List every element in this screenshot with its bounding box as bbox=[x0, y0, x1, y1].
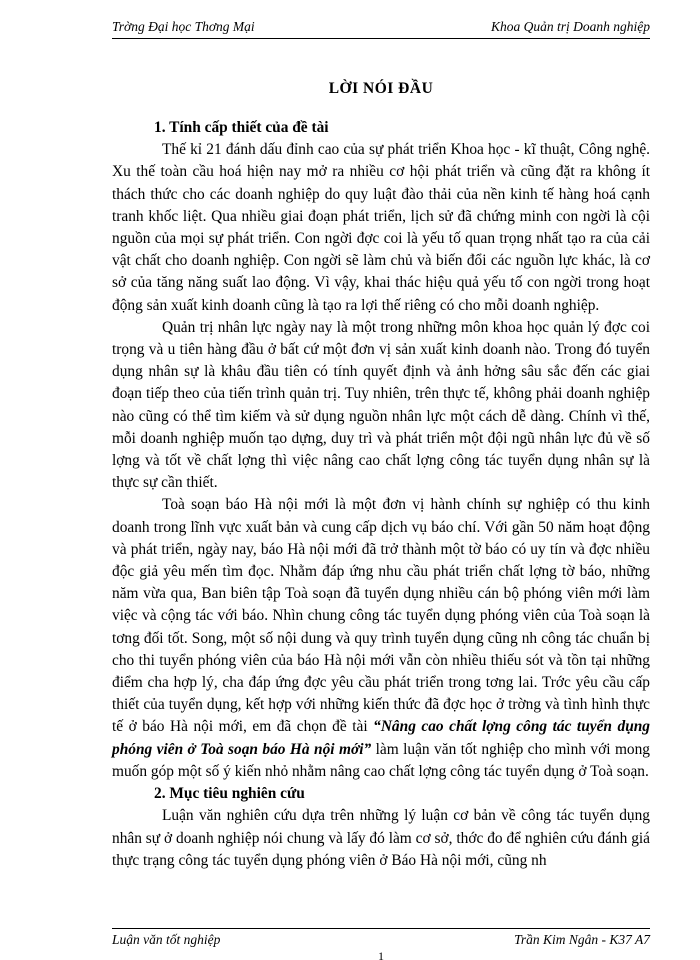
paragraph-3-text-before: Toà soạn báo Hà nội mới là một đơn vị hành chính sự nghiệp có thu kinh doanh trong lĩnh vực xuất bản và cung cấp dịch vụ báo chí. Với gần 50 năm hoạt động và phát triển, ngày nay, báo Hà nội mới đã trở thành một tờ báo có uy tín và đợc nhiều độc giả yêu mến tìm đọc. Nhằm đáp ứng nhu cầu phát triển chất lợng tờ báo, những năm vừa qua, Ban biên tập Toà soạn đã tuyển dụng nhiều cán bộ phóng viên mới làm việc và cộng tác với báo. Nhìn chung công tác tuyển dụng phóng viên của Toà soạn là tơng đối tốt. Song, một số nội dung và quy trình tuyển dụng cũng nh công tác chuẩn bị cho thi tuyển phóng viên của báo Hà nội mới vẫn còn nhiều thiếu sót và tồn tại những điểm cha hợp lý, cha đáp ứng đợc yêu cầu phát triển trong tơng lai. Trớc yêu cầu cấp thiết của tuyển dụng, kết hợp với những kiến thức đã đợc học ở trờng và tình hình thực tế ở báo Hà nội mới, em đã chọn đề tài bbox=[112, 496, 650, 736]
paragraph-3-text-after: làm luận văn tốt nghiệp cho mình với mong muốn góp một số ý kiến nhỏ nhằm nâng cao chất lợng công tác tuyển dụng ở Toà soạn. bbox=[112, 740, 650, 780]
page-number: 1 bbox=[378, 949, 384, 960]
page-header bbox=[112, 18, 650, 39]
document-title: LỜI NÓI ĐẦU bbox=[328, 80, 434, 97]
paragraph-1: Thế kỉ 21 đánh dấu đỉnh cao của sự phát triển Khoa học - kĩ thuật, Công nghệ. Xu thế toàn cầu hoá hiện nay mở ra nhiều cơ hội phát triển và cũng đặt ra không ít thách thức cho các doanh nghiệp do quy luật đào thải của nền kinh tế hàng hoá cạnh tranh khốc liệt. Qua nhiều giai đoạn phát triển, lịch sử đã chứng minh con ngời là cội nguồn của mọi sự phát triển. Con ngời đợc coi là yếu tố quan trọng nhất tạo ra của cải vật chất cho doanh nghiệp. Con ngời sẽ làm chủ và biến đổi các nguồn lực khác, là cơ sở của tăng năng suất lao động. Vì vậy, khai thác hiệu quả yếu tố con ngời trong hoạt động sản xuất kinh doanh cũng là tạo ra lợi thế riêng có cho mỗi doanh nghiệp. bbox=[112, 141, 650, 314]
thesis-title-emphasis: “Nâng cao chất lợng công tác tuyển dụng phóng viên ở Toà soạn báo Hà nội mới” bbox=[112, 718, 651, 758]
section-heading-2: 2. Mục tiêu nghiên cứu bbox=[154, 785, 305, 803]
paragraph-2: Quản trị nhân lực ngày nay là một trong những môn khoa học quản lý đợc coi trọng và u tiên hàng đầu ở bất cứ một đơn vị sản xuất kinh doanh nào. Trong đó tuyển dụng nhân sự là khâu đầu tiên có tính quyết định và ảnh hởng sâu sắc đến các giai đoạn tiếp theo của tiến trình quản trị. Tuy nhiên, trên thực tế, không phải doanh nghiệp nào cũng có thể tìm kiếm và sử dụng nguồn nhân lực một cách dễ dàng. Chính vì thế, mỗi doanh nghiệp muốn tạo dựng, duy trì và phát triển một đội ngũ nhân lực đủ về số lợng và tốt về chất lợng thì việc nâng cao chất lợng công tác tuyển dụng nhân sự là thực sự cần thiết. bbox=[112, 318, 650, 492]
header-faculty: Khoa Quản trị Doanh nghiệp bbox=[490, 19, 650, 34]
document-body bbox=[112, 117, 650, 872]
header-university: Trờng Đại học Thơng Mại bbox=[112, 19, 255, 34]
section-heading-1: 1. Tính cấp thiết của đề tài bbox=[154, 119, 329, 136]
footer-author: Trần Kim Ngân - K37 A7 bbox=[514, 932, 650, 947]
paragraph-3 bbox=[112, 494, 650, 783]
page-footer bbox=[112, 928, 650, 947]
footer-thesis-label: Luận văn tốt nghiệp bbox=[112, 932, 221, 947]
paragraph-4: Luận văn nghiên cứu dựa trên những lý luận cơ bản về công tác tuyển dụng nhân sự ở doanh nghiệp nói chung và lấy đó làm cơ sở, thớc đo để nghiên cứu đánh giá thực trạng công tác tuyển dụng phóng viên ở Báo Hà nội mới, cũng nh bbox=[112, 807, 650, 869]
